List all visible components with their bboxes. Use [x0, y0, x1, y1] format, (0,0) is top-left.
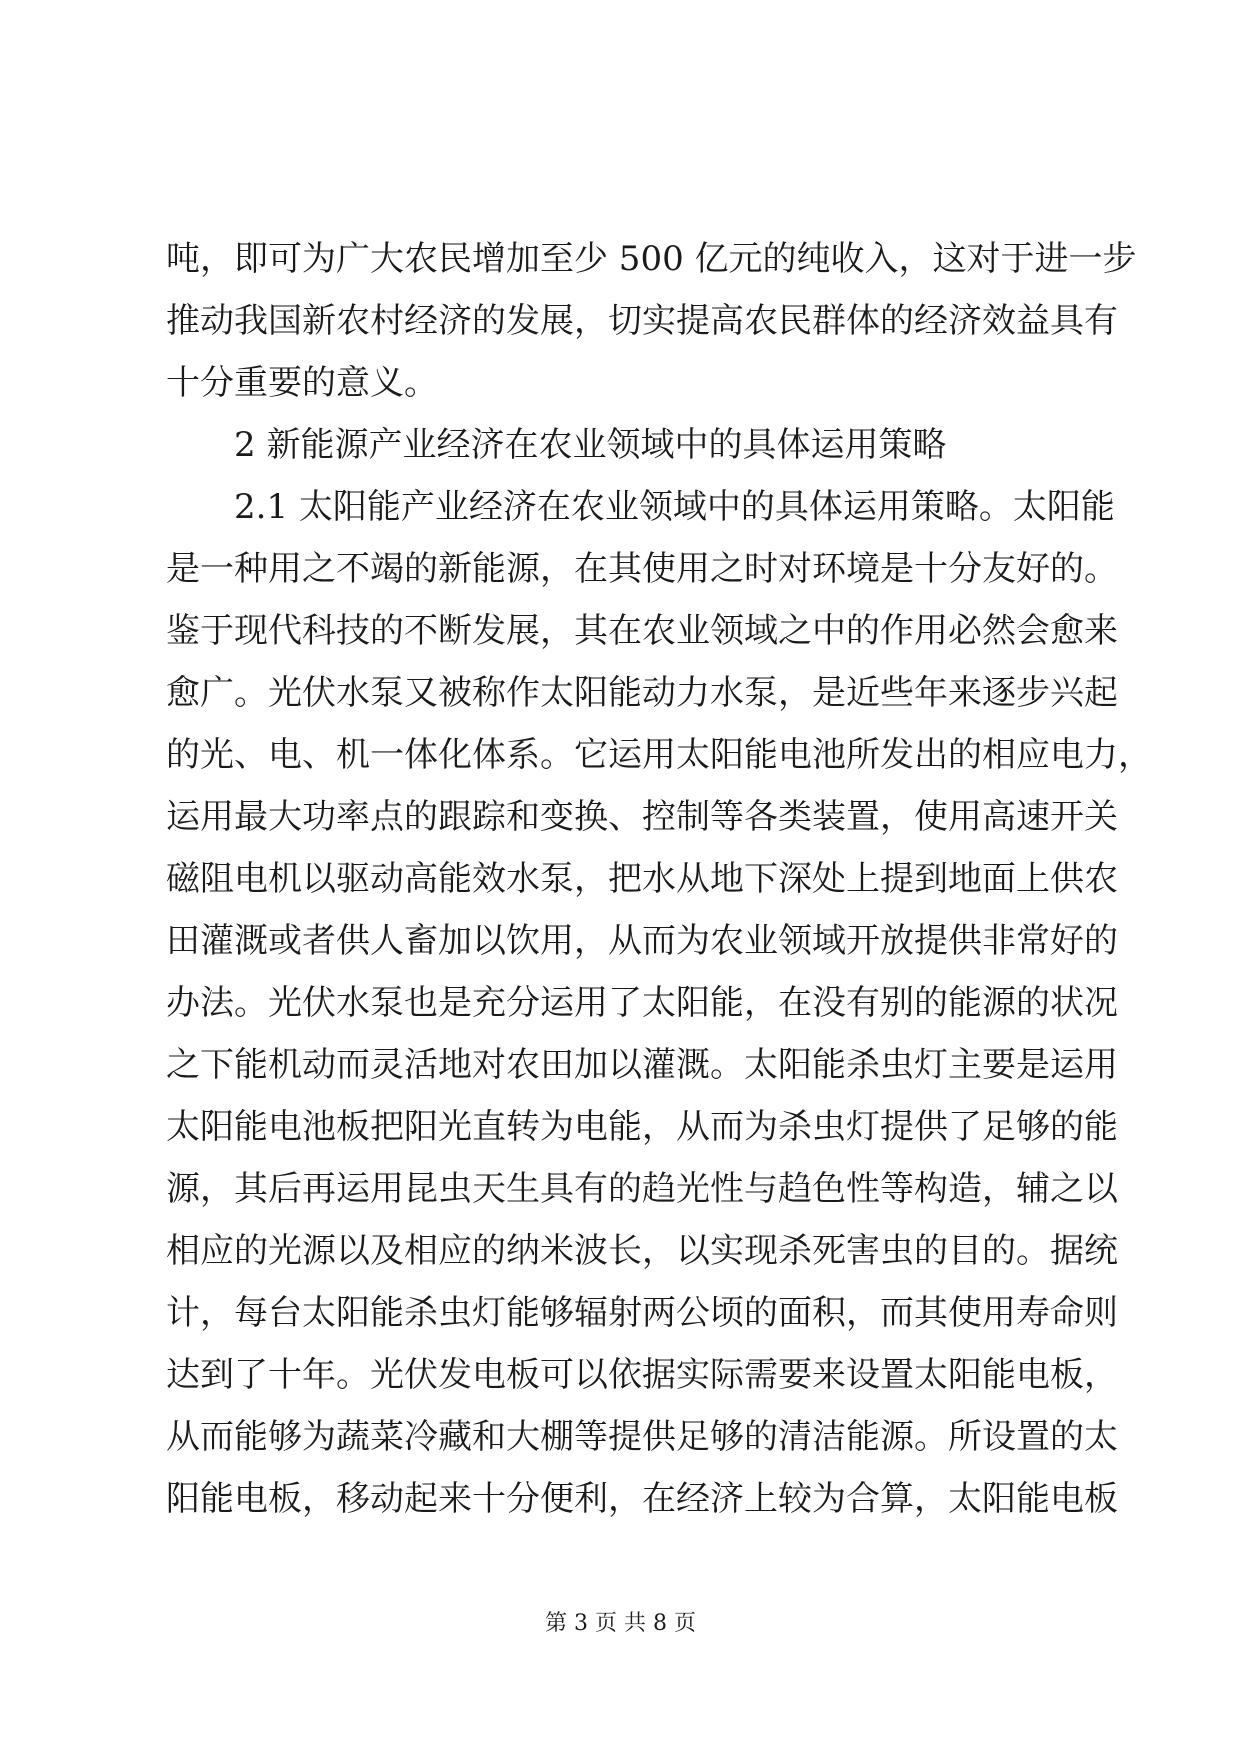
- text-line: 磁阻电机以驱动高能效水泵，把水从地下深处上提到地面上供农: [166, 859, 1118, 899]
- subsection-heading-line: 2.1 太阳能产业经济在农业领域中的具体运用策略。太阳能: [234, 487, 1115, 527]
- text-line: 达到了十年。光伏发电板可以依据实际需要来设置太阳能电板，: [166, 1355, 1118, 1395]
- text-line: 吨，即可为广大农民增加至少 500 亿元的纯收入，这对于进一步: [166, 239, 1137, 279]
- text-line: 运用最大功率点的跟踪和变换、控制等各类装置，使用高速开关: [166, 797, 1118, 837]
- text-line: 从而能够为蔬菜冷藏和大棚等提供足够的清洁能源。所设置的太: [166, 1417, 1118, 1457]
- body-text: [166, 228, 1152, 1530]
- text-line: 十分重要的意义。: [166, 363, 438, 403]
- text-line: 鉴于现代科技的不断发展，其在农业领域之中的作用必然会愈来: [166, 611, 1118, 651]
- text-line: 阳能电板，移动起来十分便利，在经济上较为合算，太阳能电板: [166, 1479, 1118, 1519]
- page-footer: 第 3 页 共 8 页: [545, 1611, 696, 1636]
- text-line: 太阳能电池板把阳光直转为电能，从而为杀虫灯提供了足够的能: [166, 1107, 1118, 1147]
- text-line: 源，其后再运用昆虫天生具有的趋光性与趋色性等构造，辅之以: [166, 1169, 1118, 1209]
- text-line: 推动我国新农村经济的发展，切实提高农民群体的经济效益具有: [166, 301, 1118, 341]
- text-line: 的光、电、机一体化体系。它运用太阳能电池所发出的相应电力，: [166, 735, 1152, 775]
- text-line: 计，每台太阳能杀虫灯能够辐射两公顷的面积，而其使用寿命则: [166, 1293, 1118, 1333]
- text-line: 之下能机动而灵活地对农田加以灌溉。太阳能杀虫灯主要是运用: [166, 1045, 1118, 1085]
- section-heading: 2 新能源产业经济在农业领域中的具体运用策略: [234, 425, 947, 465]
- text-line: 田灌溉或者供人畜加以饮用，从而为农业领域开放提供非常好的: [166, 921, 1118, 961]
- text-line: 是一种用之不竭的新能源，在其使用之时对环境是十分友好的。: [166, 549, 1118, 589]
- text-line: 相应的光源以及相应的纳米波长，以实现杀死害虫的目的。据统: [166, 1231, 1118, 1271]
- text-line: 办法。光伏水泵也是充分运用了太阳能，在没有别的能源的状况: [166, 983, 1118, 1023]
- text-line: 愈广。光伏水泵又被称作太阳能动力水泵，是近些年来逐步兴起: [166, 673, 1118, 713]
